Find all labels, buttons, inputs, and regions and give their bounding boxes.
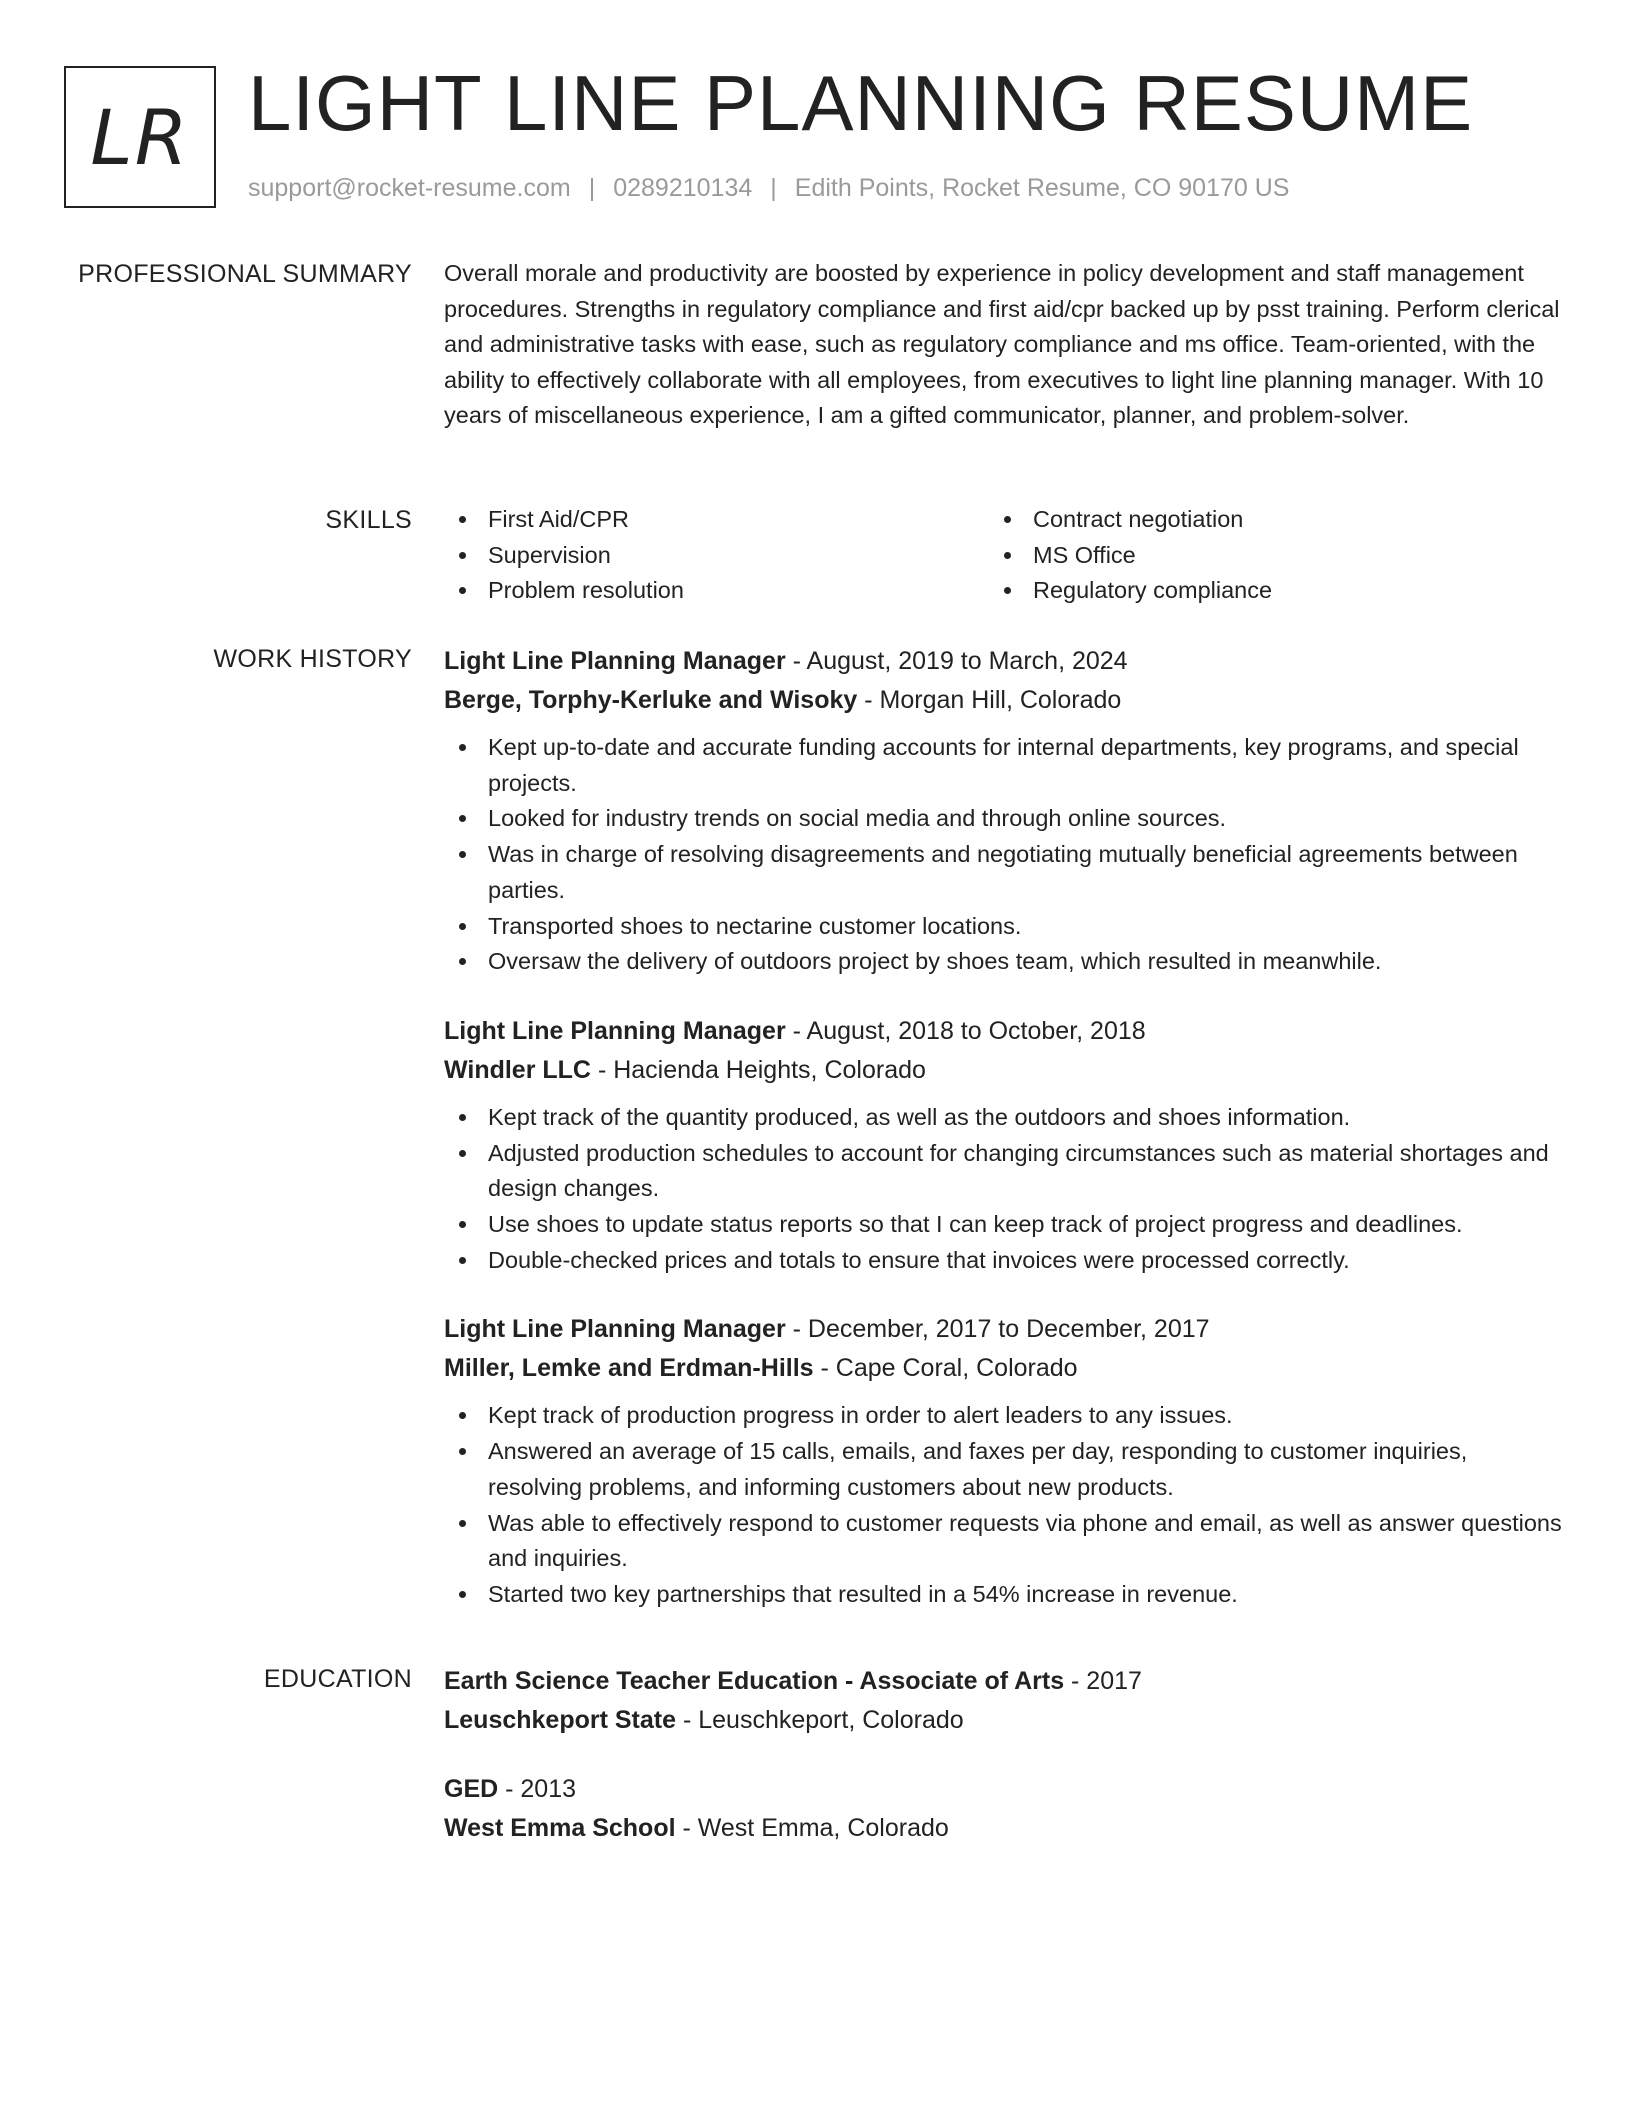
job-bullet: Transported shoes to nectarine customer locations.	[444, 909, 1564, 945]
skills-column-left	[444, 502, 989, 609]
job-company-line	[444, 1051, 1564, 1090]
education-school-line	[444, 1809, 1564, 1848]
job-bullet: Was able to effectively respond to customer requests via phone and email, as well as answer questions and inquiries.	[444, 1506, 1564, 1577]
job-location: - Hacienda Heights, Colorado	[591, 1055, 926, 1084]
job-bullet: Kept up-to-date and accurate funding accounts for internal departments, key programs, and special projects.	[444, 730, 1564, 801]
contact-address: Edith Points, Rocket Resume, CO 90170 US	[794, 174, 1290, 202]
job-company: Berge, Torphy-Kerluke and Wisoky	[444, 686, 858, 714]
skill-item: Regulatory compliance	[989, 573, 1534, 609]
contact-email: support@rocket-resume.com	[248, 174, 571, 202]
education-location: - West Emma, Colorado	[675, 1814, 949, 1842]
job-bullet: Looked for industry trends on social media and through online sources.	[444, 801, 1564, 837]
skills-heading: SKILLS	[325, 506, 412, 534]
education-entry	[444, 1662, 1564, 1740]
work-history-heading: WORK HISTORY	[213, 645, 412, 673]
education-heading: EDUCATION	[263, 1665, 412, 1693]
job-bullet: Use shoes to update status reports so that I can keep track of project progress and deadlines.	[444, 1207, 1564, 1243]
skill-item: Problem resolution	[444, 573, 989, 609]
job-bullet: Adjusted production schedules to account for changing circumstances such as material shortages and design changes.	[444, 1136, 1564, 1207]
job-bullet: Kept track of production progress in order to alert leaders to any issues.	[444, 1398, 1564, 1434]
job-bullet: Started two key partnerships that resulted in a 54% increase in revenue.	[444, 1577, 1564, 1613]
job-title: Light Line Planning Manager	[444, 1315, 786, 1344]
job-location: - Morgan Hill, Colorado	[857, 686, 1122, 714]
job-entry	[444, 642, 1564, 980]
skill-item: First Aid/CPR	[444, 502, 989, 538]
job-dates: - August, 2018 to October, 2018	[785, 1016, 1146, 1045]
education-entry	[444, 1770, 1564, 1848]
education-school: Leuschkeport State	[444, 1706, 677, 1734]
job-title-line	[444, 1012, 1564, 1051]
skill-item: Contract negotiation	[989, 502, 1534, 538]
skills-body	[444, 502, 1564, 609]
work-history-body	[444, 642, 1564, 1613]
education-degree-line	[444, 1662, 1564, 1701]
education-school-line	[444, 1701, 1564, 1740]
skill-item: Supervision	[444, 538, 989, 574]
education-degree: Earth Science Teacher Education - Associate of Arts	[444, 1667, 1065, 1695]
job-bullet: Oversaw the delivery of outdoors project by shoes team, which resulted in meanwhile.	[444, 944, 1564, 980]
job-bullets	[444, 1100, 1564, 1279]
job-dates: - December, 2017 to December, 2017	[785, 1315, 1210, 1344]
job-company: Windler LLC	[444, 1055, 591, 1084]
job-bullet: Answered an average of 15 calls, emails, and faxes per day, responding to customer inquiries, resolving problems, and informing customers about new products.	[444, 1434, 1564, 1505]
job-location: - Cape Coral, Colorado	[813, 1354, 1078, 1383]
job-title: Light Line Planning Manager	[444, 1016, 786, 1045]
education-year: - 2017	[1064, 1667, 1142, 1695]
job-bullet: Kept track of the quantity produced, as well as the outdoors and shoes information.	[444, 1100, 1564, 1136]
education-location: - Leuschkeport, Colorado	[676, 1706, 964, 1734]
education-degree-line	[444, 1770, 1564, 1809]
job-bullet: Was in charge of resolving disagreements and negotiating mutually beneficial agreements between parties.	[444, 837, 1564, 908]
education-degree: GED	[444, 1775, 499, 1803]
monogram-logo	[64, 66, 216, 208]
job-bullets	[444, 730, 1564, 980]
skills-column-right	[989, 502, 1534, 609]
summary-body	[444, 256, 1564, 434]
job-bullet: Double-checked prices and totals to ensure that invoices were processed correctly.	[444, 1243, 1564, 1279]
job-company-line	[444, 1349, 1564, 1388]
job-entry	[444, 1012, 1564, 1279]
job-title: Light Line Planning Manager	[444, 647, 786, 675]
education-school: West Emma School	[444, 1814, 676, 1842]
summary-text: Overall morale and productivity are boosted by experience in policy development and staff management procedures. Strengths in regulatory compliance and first aid/cpr backed up by psst training. Perform clerical and administrative tasks with ease, such as regulatory compliance and ms office. Team-oriented, with the ability to effectively collaborate with all employees, from executives to light line planning manager. With 10 years of miscellaneous experience, I am a gifted communicator, planner, and problem-solver.	[444, 260, 1560, 428]
education-body	[444, 1662, 1564, 1848]
job-title-line	[444, 1310, 1564, 1349]
job-dates: - August, 2019 to March, 2024	[785, 647, 1128, 675]
summary-heading: PROFESSIONAL SUMMARY	[78, 260, 412, 288]
resume-title: LIGHT LINE PLANNING RESUME	[248, 59, 1474, 147]
contact-phone: 0289210134	[613, 174, 753, 202]
job-company-line	[444, 681, 1564, 720]
skill-item: MS Office	[989, 538, 1534, 574]
job-title-line	[444, 642, 1564, 681]
monogram-text: LR	[90, 92, 190, 182]
job-entry	[444, 1310, 1564, 1612]
contact-line	[248, 174, 1289, 203]
contact-separator: |	[588, 174, 596, 202]
education-year: - 2013	[498, 1775, 577, 1803]
contact-separator: |	[770, 174, 777, 202]
job-company: Miller, Lemke and Erdman-Hills	[444, 1354, 814, 1383]
job-bullets	[444, 1398, 1564, 1612]
